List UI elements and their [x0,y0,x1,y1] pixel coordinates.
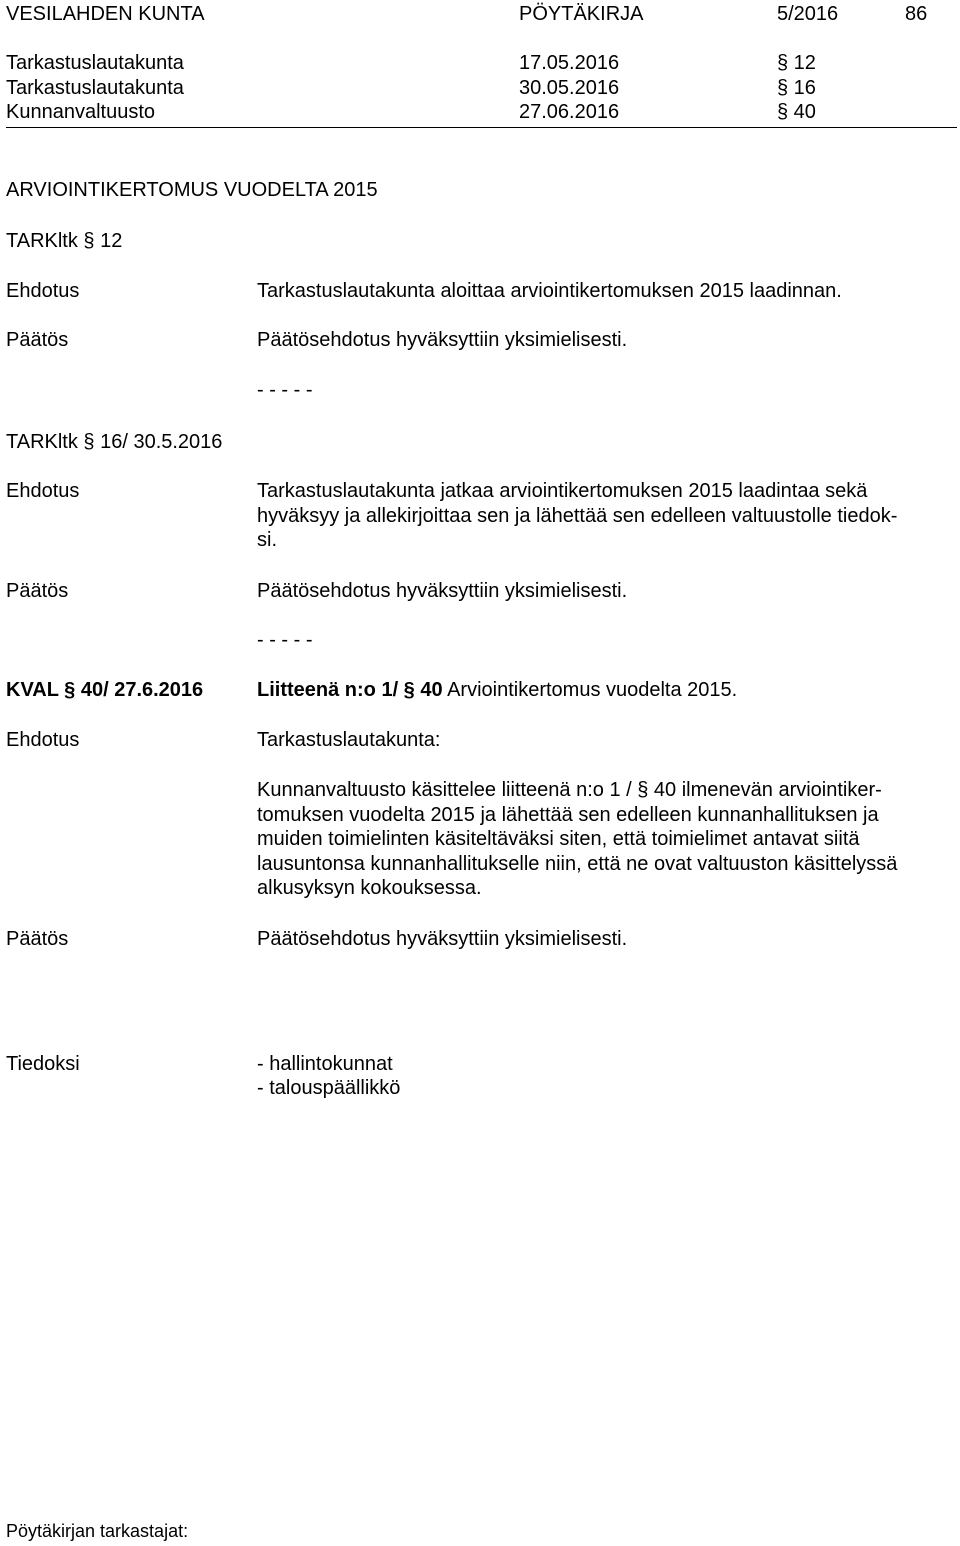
paatos-label: Päätös [6,329,69,351]
meeting-body: Tarkastuslautakunta [6,52,184,74]
ehdotus-line: tomuksen vuodelta 2015 ja lähettää sen edelleen kunnanhallituksen ja [257,803,879,826]
ehdotus-line: hyväksyy ja allekirjoittaa sen ja lähettää sen edelleen valtuustolle tiedok- [257,504,898,527]
attachment-reference: Liitteenä n:o 1/ § 40 [257,679,443,701]
paatos-label: Päätös [6,928,69,950]
ehdotus-text [257,479,957,553]
ehdotus-line: Kunnanvaltuusto käsittelee liitteenä n:o 1 / § 40 ilmenevän arviointiker- [257,779,882,801]
paatos-text: Päätösehdotus hyväksyttiin yksimielisesti. [257,928,628,950]
ehdotus-label: Ehdotus [6,280,80,302]
attachment-line [257,678,737,702]
municipality-name: VESILAHDEN KUNTA [6,3,205,25]
section-heading: TARKltk § 12 [6,230,123,252]
section-heading: TARKltk § 16/ 30.5.2016 [6,431,223,453]
footer-reviewers: Pöytäkirjan tarkastajat: [6,1521,189,1541]
ehdotus-line: Tarkastuslautakunta jatkaa arviointikertomuksen 2015 laadintaa sekä [257,480,868,502]
tiedoksi-item: - hallintokunnat [257,1053,393,1075]
section-separator: - - - - - [257,379,313,401]
meeting-section: § 12 [777,52,816,74]
paatos-text: Päätösehdotus hyväksyttiin yksimielisesti. [257,329,628,351]
ehdotus-line: muiden toimielinten käsiteltäväksi siten, että toimielimet antavat siitä [257,828,860,850]
tiedoksi-label: Tiedoksi [6,1053,80,1075]
ehdotus-text [257,778,957,901]
tiedoksi-item: - talouspäällikkö [257,1077,401,1099]
ehdotus-intro: Tarkastuslautakunta: [257,729,441,751]
meeting-date: 27.06.2016 [519,101,620,123]
meeting-date: 30.05.2016 [519,77,620,99]
page-number: 86 [905,3,928,25]
meeting-date: 17.05.2016 [519,52,620,74]
ehdotus-line: lausuntonsa kunnanhallitukselle niin, että ne ovat valtuuston käsittelyssä [257,852,898,875]
meeting-section: § 40 [777,101,816,123]
section-heading: KVAL § 40/ 27.6.2016 [6,679,204,701]
paatos-text: Päätösehdotus hyväksyttiin yksimielisesti. [257,580,628,602]
section-separator: - - - - - [257,629,313,651]
attachment-description: Arviointikertomus vuodelta 2015. [442,679,738,701]
meeting-section: § 16 [777,77,816,99]
ehdotus-line: alkusyksyn kokouksessa. [257,877,482,899]
meeting-body: Kunnanvaltuusto [6,101,156,123]
ehdotus-label: Ehdotus [6,729,80,751]
meeting-body: Tarkastuslautakunta [6,77,184,99]
issue-number: 5/2016 [777,3,839,25]
document-type: PÖYTÄKIRJA [519,3,644,25]
ehdotus-text: Tarkastuslautakunta aloittaa arviointikertomuksen 2015 laadinnan. [257,280,842,302]
ehdotus-label: Ehdotus [6,480,80,502]
header-divider [6,127,957,128]
ehdotus-line: si. [257,529,277,551]
document-title: ARVIOINTIKERTOMUS VUODELTA 2015 [6,179,378,201]
paatos-label: Päätös [6,580,69,602]
